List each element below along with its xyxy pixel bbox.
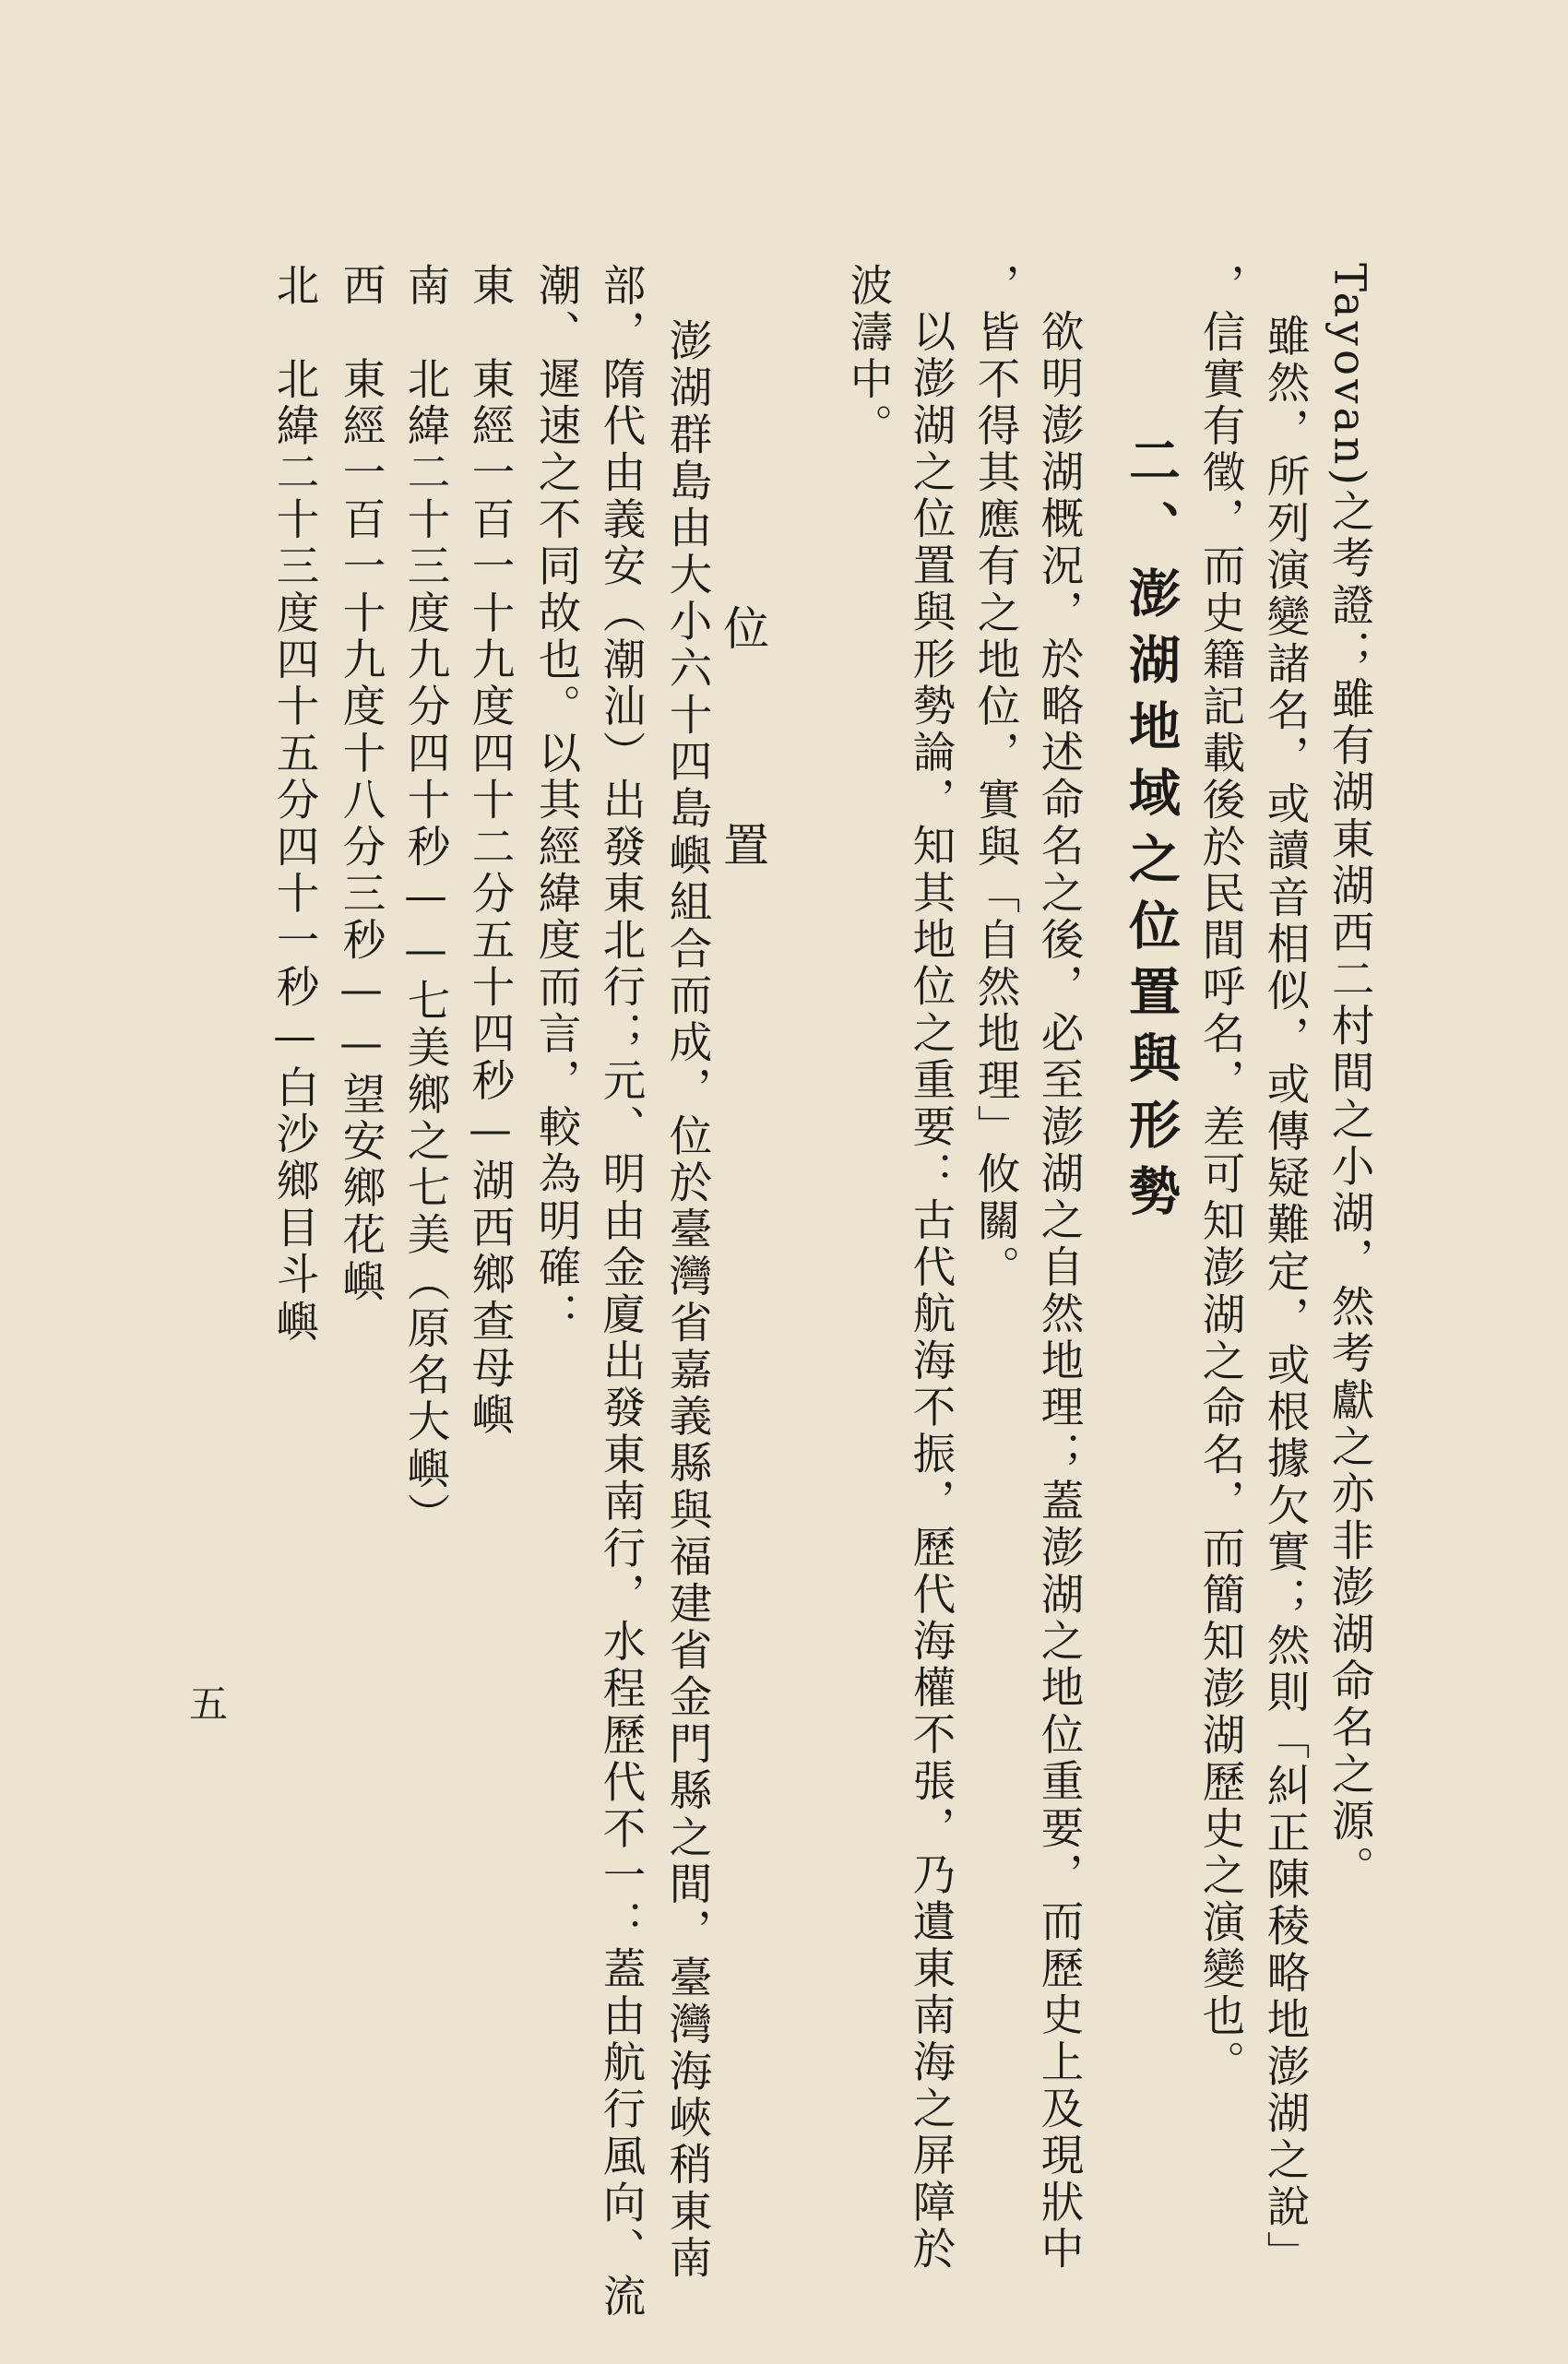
column-text: ，皆不得其應有之地位，實與「自然地理」攸關。 — [970, 263, 1021, 1292]
column-text: 東 東經一百一十九度四十二分五十四秒—湖西鄉查母嶼 — [465, 263, 516, 1439]
column-text: 北 北緯二十三度四十五分四十一秒—白沙鄉目斗嶼 — [269, 263, 320, 1346]
column-text: 部，隋代由義安（潮汕）出發東北行；元、明由金廈出發東南行，水程歷代不一：蓋由航行風向、流 — [596, 263, 647, 2321]
coordinate-east — [465, 263, 516, 1439]
sub-heading-char-2: 置 — [716, 821, 769, 867]
text-column-5 — [1034, 309, 1085, 2274]
coordinate-west — [336, 263, 386, 1306]
column-text: ，信實有徵，而史籍記載後於民間呼名，差可知澎湖之命名，而簡知澎湖歷史之演變也。 — [1195, 263, 1246, 2087]
text-column-1 — [1324, 263, 1375, 1893]
sub-heading-char-1: 位 — [716, 604, 769, 650]
text-column-7 — [906, 309, 956, 2274]
coordinate-north — [269, 263, 320, 1346]
column-text: 潮、遲速之不同故也。以其經緯度而言，較為明確： — [531, 263, 582, 1339]
column-text: 雖然，所列演變諸名，或讀音相似，或傳疑難定，或根據欠實；然則「糾正陳稜略地澎湖之說」 — [1260, 314, 1311, 2278]
text-column-12 — [531, 263, 582, 1339]
coordinate-south — [400, 263, 451, 1539]
text-column-10 — [662, 318, 713, 2283]
latin-term: Tayovan) — [1324, 263, 1375, 490]
text-column-3 — [1195, 263, 1246, 2087]
text-column-8 — [843, 263, 894, 450]
column-text: 欲明澎湖概況，於略述命名之後，必至澎湖之自然地理；蓋澎湖之地位重要，而歷史上及現狀中 — [1034, 309, 1085, 2274]
column-text: 以澎湖之位置與形勢論，知其地位之重要：古代航海不振，歷代海權不張，乃遺東南海之屏障於 — [906, 309, 956, 2274]
column-text: 南 北緯二十三度九分四十秒——七美鄉之七美（原名大嶼） — [400, 263, 451, 1539]
column-text: 西 東經一百一十九度十八分三秒——望安鄉花嶼 — [336, 263, 386, 1306]
column-text: 澎湖群島由大小六十四島嶼組合而成，位於臺灣省嘉義縣與福建省金門縣之間，臺灣海峽稍東南 — [662, 318, 713, 2283]
heading-text: 二、澎湖地域之位置與形勢 — [1121, 434, 1182, 1230]
text-column-6 — [970, 263, 1021, 1292]
text-column-2 — [1260, 314, 1311, 2278]
page-number: 五 — [189, 1681, 229, 1727]
section-heading — [1121, 434, 1182, 1230]
text-column-11 — [596, 263, 647, 2321]
column-text: 之考證；雖有湖東湖西二村間之小湖，然考獻之亦非澎湖命名之源。 — [1324, 489, 1375, 1893]
column-text: 波濤中。 — [843, 263, 894, 450]
